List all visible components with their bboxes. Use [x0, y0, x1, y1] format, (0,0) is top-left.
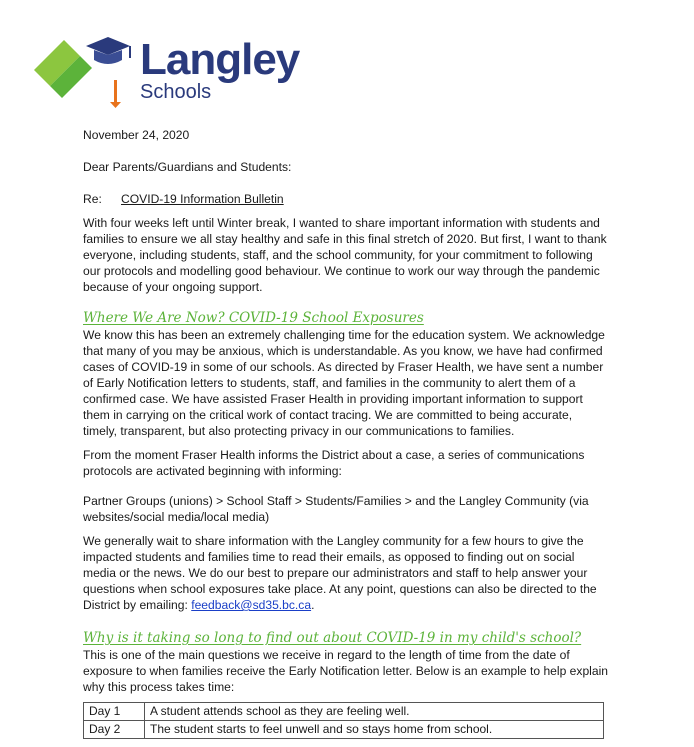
- re-label: Re:: [83, 192, 102, 206]
- timeline-event: A student attends school as they are feeling well.: [145, 703, 604, 721]
- timeline-day: Day 1: [84, 703, 145, 721]
- salutation: Dear Parents/Guardians and Students:: [83, 160, 292, 174]
- table-row: [84, 703, 604, 721]
- letter-body: [83, 120, 608, 739]
- langley-schools-logo: [34, 34, 304, 108]
- section-heading-exposures: Where We Are Now? COVID-19 School Exposures: [83, 310, 424, 326]
- logo-emblem-icon: [34, 34, 138, 108]
- timeline-table: [83, 702, 604, 739]
- logo-wordmark: Langley: [140, 35, 300, 84]
- email-suffix: .: [311, 598, 315, 612]
- section-heading-delay: Why is it taking so long to find out about COVID-19 in my child's school?: [83, 630, 582, 646]
- delay-paragraph: This is one of the main questions we receive in regard to the length of time from the date of exposure to when families receive the Early Notification letter. Below is an example to help explain why this process takes time:: [83, 648, 609, 694]
- community-paragraph-text: We generally wait to share information with the Langley community for a few hours to give the impacted students and families time to read their emails, as opposed to finding out on social media or the news. We do our best to prepare our administrators and staff to help answer your questions when school exposures take place. At any point, questions can also be directed to the District by emailing:: [83, 534, 597, 612]
- protocol-chain: Partner Groups (unions) > School Staff > Students/Families > and the Langley Community (via websites/social media/local media): [83, 494, 589, 524]
- timeline-event: The student starts to feel unwell and so stays home from school.: [145, 721, 604, 739]
- logo-subtitle: Schools: [140, 81, 212, 103]
- table-row: [84, 721, 604, 739]
- exposures-paragraph: We know this has been an extremely challenging time for the education system. We acknowledge that many of you may be anxious, which is understandable. As you know, we have had confirmed cases of COVID-19 in some of our schools. As directed by Fraser Health, we have sent a number of Early Notification letters to students, staff, and families in the community to alert them of a confirmed case. We have assisted Fraser Health in providing important information to support them in carrying on the critical work of contact tracing. We are committed to being accurate, timely, transparent, but also protecting privacy in our communications to families.: [83, 328, 605, 438]
- timeline-day: Day 2: [84, 721, 145, 739]
- intro-paragraph: With four weeks left until Winter break, I wanted to share important information with students and families to ensure we all stay healthy and safe in this final stretch of 2020. But first, I want to thank everyone, including students, staff, and the school community, for your commitment to following our protocols and modelling good behaviour. We continue to work our way through the pandemic because of your ongoing support.: [83, 216, 607, 294]
- protocols-paragraph: From the moment Fraser Health informs the District about a case, a series of communications protocols are activated beginning with informing:: [83, 448, 585, 478]
- feedback-email-link[interactable]: feedback@sd35.bc.ca: [191, 598, 312, 612]
- letter-date: November 24, 2020: [83, 128, 190, 142]
- community-paragraph: [83, 533, 608, 613]
- re-line: [83, 191, 608, 207]
- re-subject: COVID-19 Information Bulletin: [121, 192, 284, 206]
